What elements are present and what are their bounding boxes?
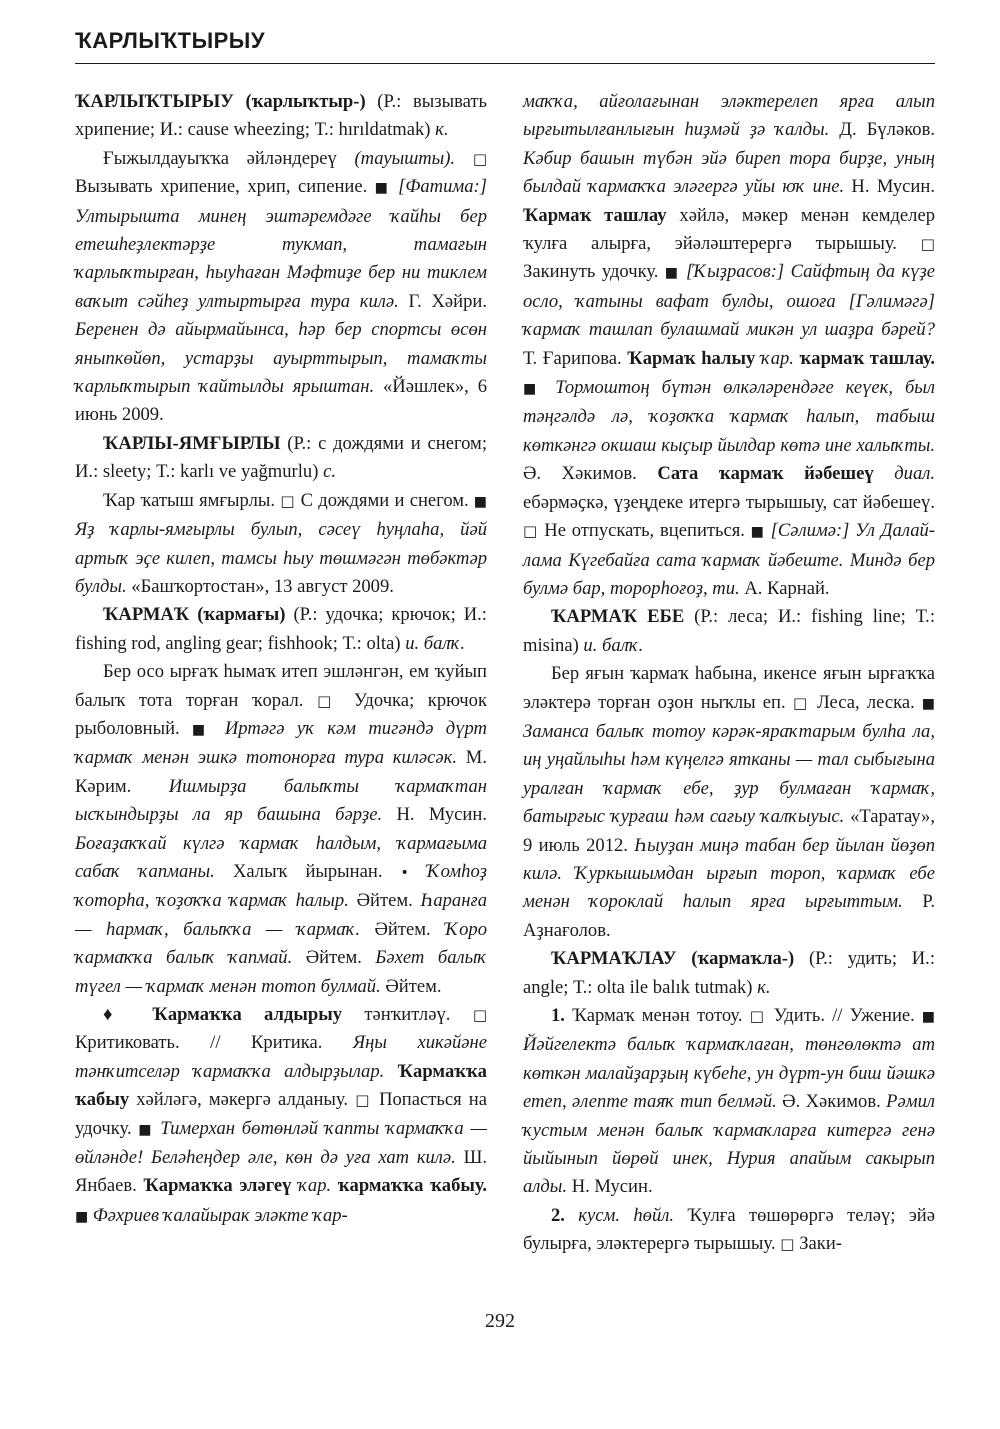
quote-author: Д. Бүләков. — [829, 119, 936, 141]
phrase-headword: Ҡармаҡ һалыу — [627, 347, 756, 369]
translations: (Р.: удочка; крючок; И.: fishing rod, angling gear; fishhook; Т.: olta) — [75, 604, 487, 654]
proverb: Бәхет балыҡ түгел — ҡармаҡ менән тотоп булмай. — [75, 947, 487, 997]
header-rule — [75, 63, 935, 64]
pos: к. — [430, 119, 449, 141]
quote-author: Т. Ғарипова. — [523, 347, 628, 369]
russian-gloss: Критиковать. // Критика. — [75, 1032, 323, 1054]
definition: ебәрмәҫкә, үҙеңдеке итергә тырышыу, сат йәбешеү. — [523, 491, 935, 513]
sense-1 — [523, 1002, 935, 1202]
pos: и. балҡ. — [578, 634, 644, 656]
translations: (Р.: с дождями и снегом; И.: sleety; Т.: karlı ve yağmurlu) — [75, 432, 487, 483]
definition: хәйлә, мәкер менән кемделер ҡулға алырға, эйәләштерергә тырышыу. — [523, 204, 936, 255]
definition-note: (тауышты). — [336, 147, 456, 169]
russian-gloss: С дождями и снегом. — [300, 489, 469, 511]
square-marker: □ — [275, 491, 301, 510]
quote: Иртәгә уҡ кәм тигәндә дүрт ҡармаҡ менән эшкә тотонорға тура киләсәк. — [75, 717, 487, 769]
quote: [Ҡыҙрасов:] Сайфтың да күҙе осло, ҡатыны вафат булды, ошоға [Гәлимәгә] ҡармаҡ ташлап булашмай микән ул шаҙра бәрей? — [523, 261, 935, 341]
left-column — [75, 88, 487, 1231]
entry-karly-yamgyrly — [75, 430, 487, 487]
russian-gloss: Заки- — [799, 1233, 842, 1255]
sense-number: 2. — [551, 1204, 565, 1226]
block-marker: ■ — [914, 1009, 935, 1025]
quote: Яҙ ҡарлы-ямғырлы булып, сәсеү һуңлаһа, йәй артыҡ эҫе килеп, тамсы һыу төшмәгән төбәктәр булды. — [75, 519, 487, 597]
proverb: Ҡомһоҙ ҡоторһа, ҡоҙоҡҡа ҡармаҡ һалыр. — [75, 860, 487, 912]
proverb: Ҡоро ҡармаҡҡа балыҡ ҡапмай. — [75, 918, 487, 969]
right-column — [523, 88, 935, 1259]
pos: с. — [318, 461, 336, 483]
quote-author: А. Карнай. — [739, 577, 830, 599]
pos: кусм. һөйл. — [564, 1204, 675, 1226]
page-number: 292 — [485, 1310, 515, 1332]
entry-karmaklau — [523, 945, 935, 1002]
entry-karmak-def — [75, 658, 487, 1001]
phrase-headword: Ҡармаҡ ташлау — [523, 204, 667, 226]
headword: ҠАРМАҠ (ҡармағы) — [103, 604, 286, 626]
quote-source: «Башҡортостан», 13 август 2009. — [126, 575, 394, 597]
russian-gloss: Леса, леска. — [817, 691, 915, 713]
square-marker: □ — [775, 1235, 800, 1254]
definition: Ҡар ҡатыш ямғырлы. — [103, 489, 275, 511]
continuation — [523, 88, 935, 603]
quote: [Сәлимә:] Ул Далай-лама Күгебайға сата ҡармаҡ йәбеште. Миндә бер булмә бар, торорһоғоҙ, ти. — [523, 520, 935, 599]
definition: Ҡармаҡ менән тотоу. — [564, 1005, 743, 1026]
block-marker: ■ — [658, 265, 686, 282]
block-marker: ■ — [131, 1121, 161, 1138]
cross-ref-label: ҡар. — [755, 347, 800, 369]
quote: Кәбир башын түбән эйә биреп тора бирҙе, уның былдай ҡармаҡҡа эләгергә уйы юҡ ине. — [523, 147, 935, 198]
square-marker: □ — [523, 522, 545, 541]
definition: Бер осо ырғаҡ һымаҡ итеп эшләнгән, ем ҡуйып балыҡ тота торған ҡорал. — [75, 661, 487, 711]
block-marker: ■ — [367, 180, 399, 197]
square-marker: □ — [455, 149, 487, 168]
translations: (Р.: леса; И.: fishing line; Т.: misina) — [523, 606, 935, 656]
diamond-icon: ♦ — [103, 1004, 153, 1025]
block-marker: ■ — [468, 493, 487, 510]
definition: хәйләгә, мәкергә алданыу. — [129, 1089, 348, 1111]
entry-karlyktyryu-def — [75, 145, 487, 430]
proverb-label: Әйтем. — [360, 918, 446, 940]
cross-ref: ҡармаҡ ташлау. — [799, 347, 936, 369]
phrase-headword: Ҡармаҡҡа ҡабыу — [75, 1060, 487, 1111]
headword: ҠАРЛЫ-ЯМҒЫРЛЫ — [103, 432, 281, 454]
running-header: ҠАРЛЫҠТЫРЫУ — [75, 28, 266, 53]
phrase-headword: Сата ҡармаҡ йәбешеү — [657, 463, 874, 485]
proverb-label: Әйтем. — [380, 975, 442, 997]
entry-karly-yamgyrly-def — [75, 487, 487, 602]
headword: ҠАРМАҠ ЕБЕ — [551, 606, 685, 628]
quote: Тимерхан бөтөнләй ҡапты ҡармаҡҡа — өйләнде! Беләһеңдер әле, көн дә уға хат килә. — [75, 1117, 487, 1169]
translations: (Р.: удить; И.: angle; Т.: olta ile balık tutmak) — [523, 948, 935, 998]
quote: Тормоштоң бүтән өлкәләрендәге кеүек, был тәңгәлдә лә, ҡоҙоҡҡа ҡармаҡ һалып, табыш көткәнгә окшаш кыҫыр йылдар көтә ине халыҡты. — [523, 377, 935, 456]
quote-source: «Йәшлек», 6 июнь 2009. — [75, 376, 487, 426]
russian-gloss: Попасться на удочку. — [75, 1089, 487, 1139]
entry-karmak-ebe-def — [523, 660, 935, 945]
russian-gloss: Не отпускать, вцепиться. — [544, 520, 745, 542]
quote-author: Г. Хәйри. — [398, 290, 487, 312]
pos: к. — [752, 976, 771, 998]
block-marker: ■ — [914, 695, 936, 712]
definition: Ҡулға төшөрөргә теләү; эйә булырға, эләктерергә тырышыу. — [523, 1204, 935, 1255]
pos: диал. — [873, 463, 936, 485]
quote-source: «Таратау», 9 июль 2012. — [523, 806, 935, 856]
translations: (Р.: вызывать хрипение; И.: cause wheezing; Т.: hırıldatmak) — [75, 91, 487, 141]
quote: маҡҡа, айғолағынан эләктерелеп ярға алып ырғытылғанлығын һиҙмәй ҙә ҡалды. — [523, 91, 935, 141]
quote: Яңы хикәйәне тәнҡитселәр ҡармаҡҡа алдырҙылар. — [75, 1032, 487, 1082]
entry-karmak-ebe — [523, 603, 935, 660]
russian-gloss: Вызывать хрипение, хрип, сипение. — [75, 176, 368, 198]
entry-karmakka-phrases — [75, 1001, 487, 1231]
sense-number: 1. — [551, 1005, 565, 1026]
square-marker: □ — [450, 1006, 487, 1024]
pos: и. балҡ. — [400, 632, 465, 654]
cross-ref: ҡармаҡҡа ҡабыу. — [337, 1175, 487, 1197]
quote: Ишмырҙа балыҡты ҡармаҡтан ысҡындырҙы ла яр башына бәрҙе. — [75, 775, 488, 826]
quote-author: Ә. Хәкимов. — [776, 1091, 887, 1113]
square-marker: □ — [347, 1091, 380, 1110]
quote: Рәмил ҡустым менән балыҡ ҡармаҡларға китергә генә йыйынып йөрөй инек, Нурия апайым сакырып алды. — [523, 1091, 935, 1198]
quote: Фәхриев ҡалайырак эләкте ҡар- — [92, 1204, 348, 1226]
square-marker: □ — [303, 691, 354, 710]
quote-author: М. Кәрим. — [75, 747, 487, 797]
quote-author: Ә. Хәкимов. — [523, 463, 658, 485]
block-marker: ■ — [179, 721, 225, 738]
sense-2 — [523, 1202, 935, 1259]
quote-author: Ш. Янбаев. — [75, 1147, 487, 1197]
definition: Ғыжылдауыҡҡа әйләндереү — [103, 147, 337, 169]
russian-gloss: Удить. // Ужение. — [773, 1005, 915, 1026]
quote: Заманса балыҡ тотоу кәрәк-яраҡтарым булһа ла, иң уңайлыһы һәм күңелгә ятканы — тал сыбығына уралған ҡармаҡ ебе, ҙур булмаған ҡармаҡ, батырғыс ҡурғаш һәм сағыу ҡалҡыуыс. — [523, 720, 935, 828]
quote: Боғаҙаҡҡай күлгә ҡармаҡ һалдым, ҡармағыма сабаҡ ҡапманы. — [75, 832, 487, 882]
block-marker: ■ — [744, 524, 771, 541]
proverb-label: Әйтем. — [348, 890, 421, 912]
quote-author: Н. Мусин. — [567, 1176, 653, 1198]
entry-karmak — [75, 601, 487, 658]
phrase-headword: Ҡармаҡҡа алдырыу — [152, 1004, 343, 1025]
cross-ref-label: ҡар. — [291, 1175, 338, 1197]
proverb: Һаранға — һармаҡ, балыҡҡа — ҡармаҡ. — [75, 890, 487, 940]
quote: [Фатима:] Ултырышта минең эштәремдәге ҡайһы бер етешһеҙлектәрҙе тукмап, тамағын ҡарлыҡтырған, һыуһаған Мәфтиҙе бер ни тиклем ваҡыт сәйһеҙ ултыртырға тура килә. — [75, 176, 487, 312]
entry-karlyktyryu — [75, 88, 487, 145]
definition: Бер яғын ҡармаҡ һабына, икенсе яғын ырғаҡҡа эләктерә торған оҙон ныҡлы еп. — [523, 663, 935, 713]
russian-gloss: Удочка; крючок рыболовный. — [75, 689, 487, 739]
quote: Беренен дә айырмайынса, һәр бер спортсы өсөн яныпкөйөп, устарҙы ауырттырып, тамаҡты ҡарлыҡтырып ҡайтылды ярыштан. — [75, 319, 487, 398]
quote-author: Н. Мусин. — [844, 176, 935, 198]
square-marker: □ — [742, 1007, 774, 1025]
definition: тәнҡитләү. — [342, 1004, 451, 1025]
quote-author: Р. Аҙнағолов. — [523, 891, 935, 941]
square-marker: □ — [785, 693, 818, 712]
headword: ҠАРЛЫҠТЫРЫУ (ҡарлыҡтыр-) — [75, 91, 366, 112]
quote-source: Халыҡ йырынан. — [214, 860, 383, 882]
quote: Йәйгелектә балыҡ ҡармаҡлаған, төнгөлөктә ат көткән малайҙарҙың күбеһе, ун дүрт-ун биш йәшкә етеп, әлепте таяҡ тип белмәй. — [523, 1034, 935, 1113]
block-marker: ■ — [75, 1208, 93, 1225]
phrase-headword: Ҡармаҡҡа эләгеү — [143, 1175, 292, 1197]
quote: Һыуҙан миңә табан бер йылан йөҙөп килә. Ҡуркышымдан ырғып тороп, ҡармаҡ ебе менән ҡороклай һалып ярға ырғыттым. — [523, 834, 935, 913]
quote-author: Н. Мусин. — [382, 804, 487, 826]
russian-gloss: Закинуть удочку. — [523, 261, 659, 283]
block-marker: ■ — [523, 381, 556, 398]
bullet-marker: • — [382, 864, 427, 881]
proverb-label: Әйтем. — [292, 947, 376, 969]
headword: ҠАРМАҠЛАУ (ҡармаҡла-) — [551, 948, 795, 970]
square-marker: □ — [896, 235, 935, 254]
